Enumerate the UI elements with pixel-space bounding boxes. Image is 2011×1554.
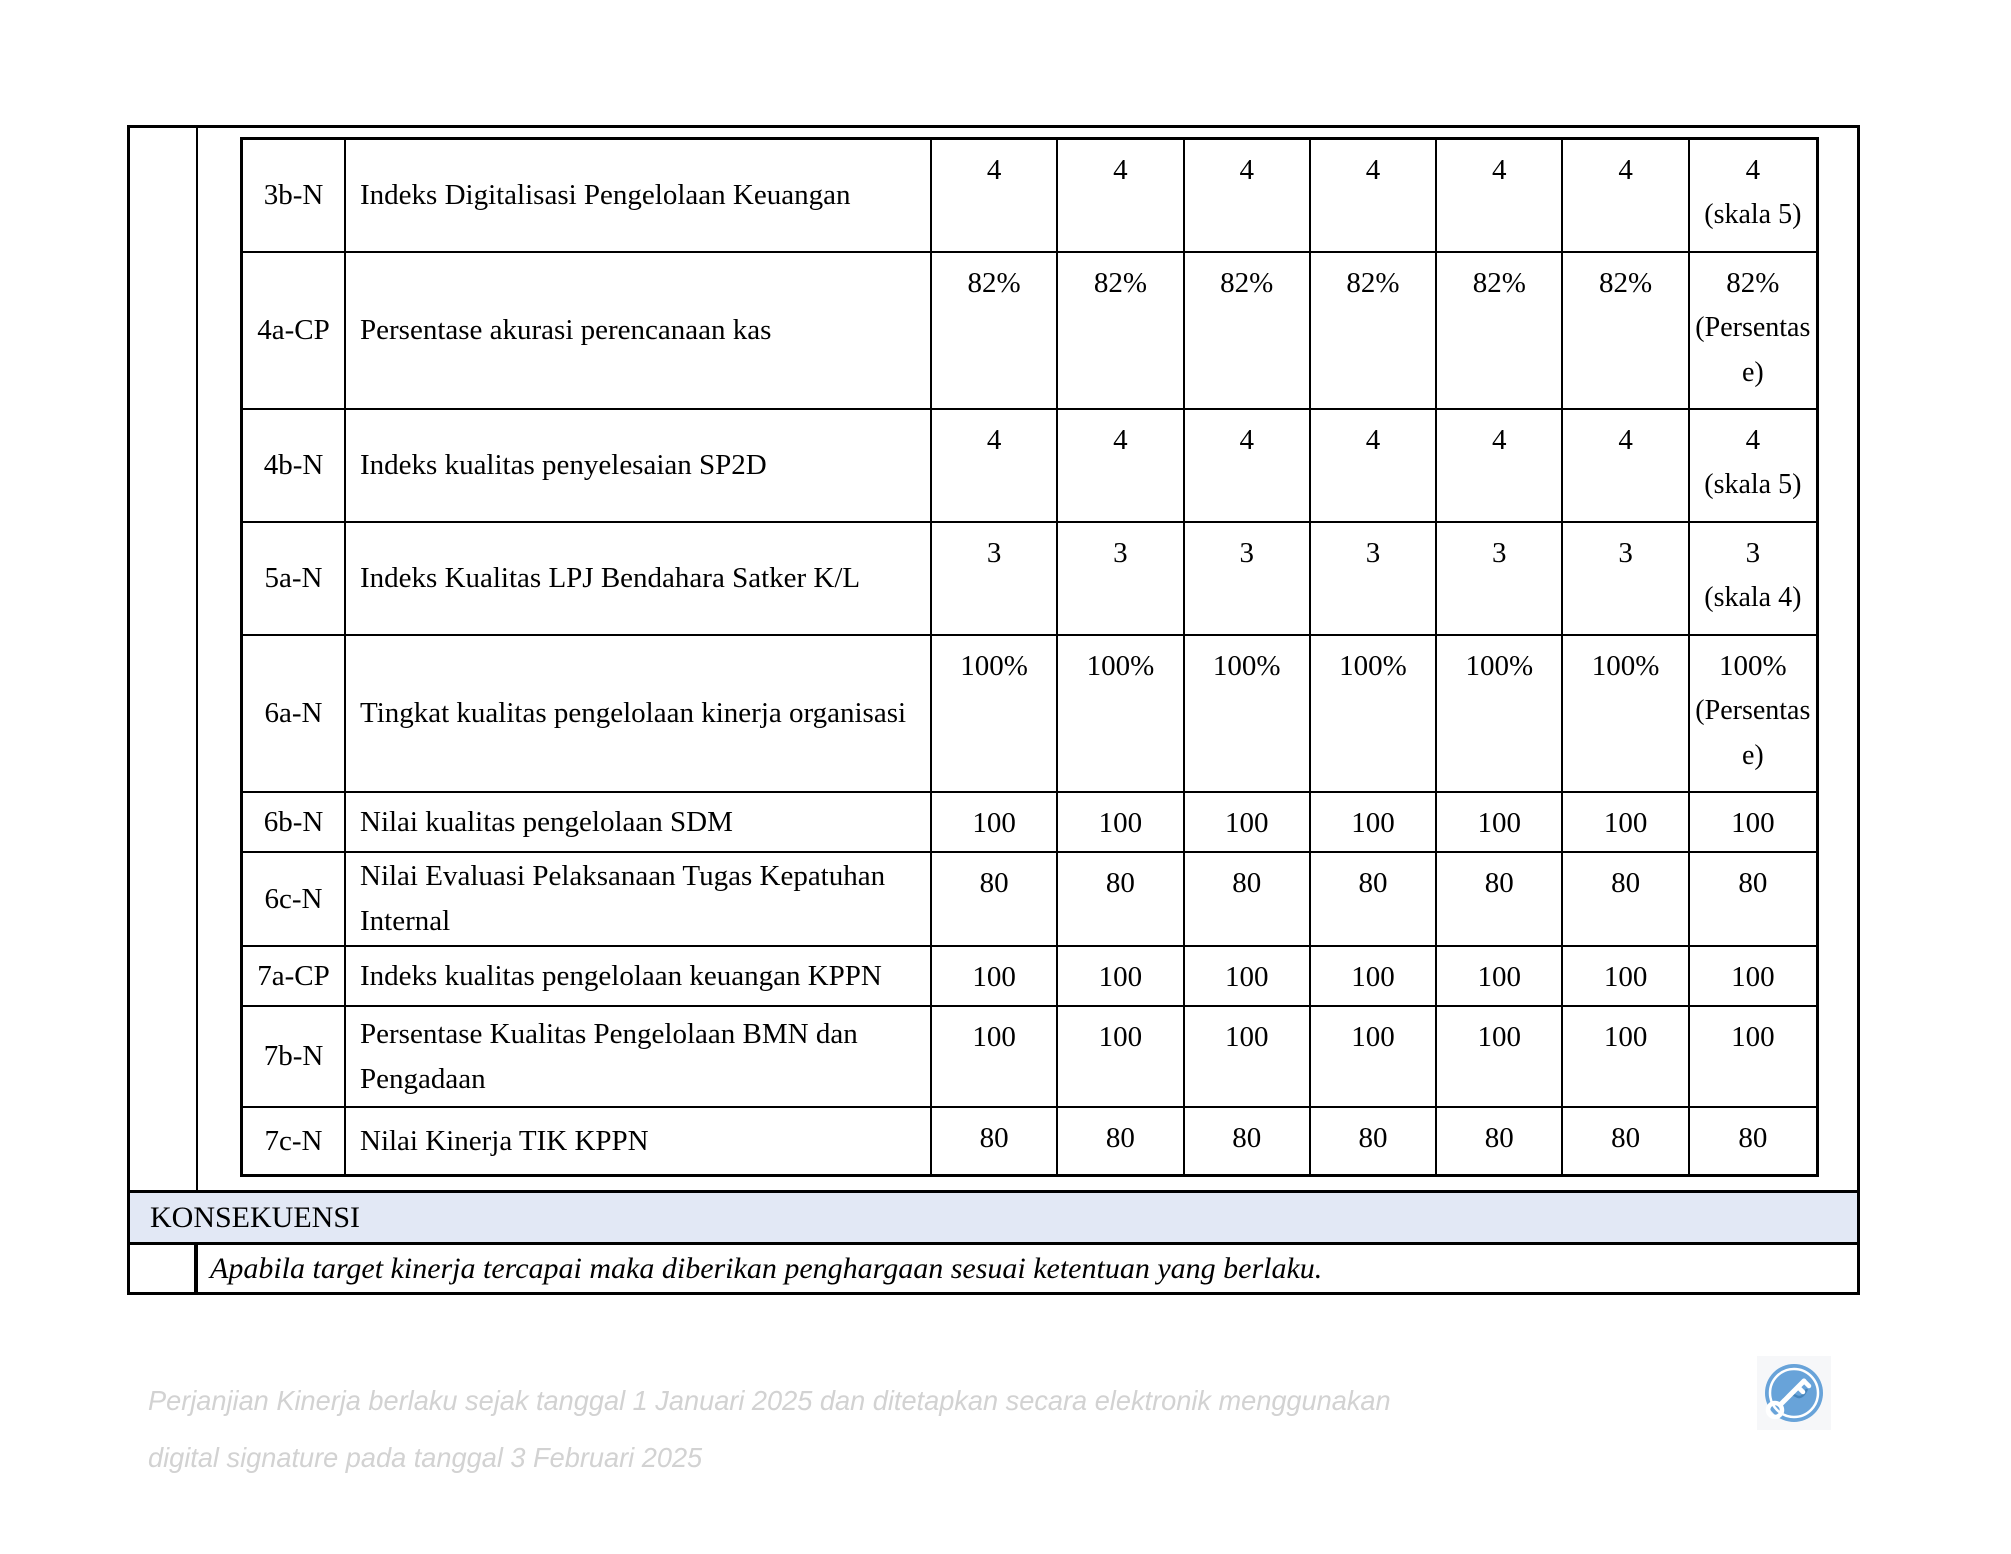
- target-value: 3: [1365, 537, 1381, 569]
- target-value: 100: [1224, 1021, 1269, 1053]
- indicator-description-cell: Indeks kualitas penyelesaian SP2D: [346, 410, 932, 523]
- target-value: 82%: [1726, 267, 1780, 299]
- indicator-target-cell: [1563, 793, 1689, 853]
- target-value: 80: [979, 867, 1009, 899]
- indicator-target-cell: [1311, 523, 1437, 636]
- indicator-target-cell: [1311, 636, 1437, 793]
- indicator-target-cell: [1437, 140, 1563, 253]
- target-value: 4: [1365, 154, 1381, 186]
- target-value: 100%: [1339, 650, 1407, 682]
- indicator-target-cell: [1690, 636, 1816, 793]
- indicator-target-cell: [1690, 1007, 1816, 1108]
- indicator-target-cell: [1058, 1108, 1184, 1174]
- target-value: 100: [1731, 807, 1775, 839]
- target-unit: (Persentase): [1695, 312, 1811, 389]
- target-value: 4: [1745, 424, 1761, 456]
- indicator-target-cell: [1690, 140, 1816, 253]
- indicator-target-cell: [1058, 140, 1184, 253]
- target-value: 80: [1484, 867, 1514, 899]
- target-value: 80: [1611, 867, 1641, 899]
- indicator-target-cell: [932, 1108, 1058, 1174]
- indicator-target-cell: [1185, 140, 1311, 253]
- target-value: 80: [979, 1122, 1009, 1154]
- indicator-target-cell: [1311, 1007, 1437, 1108]
- indicator-target-cell: [1690, 523, 1816, 636]
- indicator-target-cell: [1437, 853, 1563, 947]
- target-value: 100: [972, 1021, 1016, 1053]
- target-value: 80: [1358, 1122, 1388, 1154]
- target-value: 4: [1492, 154, 1507, 186]
- target-value: 4: [986, 424, 1002, 456]
- indicator-description-cell: Tingkat kualitas pengelolaan kinerja organisasi: [346, 636, 932, 793]
- target-value: 80: [1232, 867, 1262, 899]
- target-value: 100: [1731, 961, 1775, 993]
- target-value: 4: [1365, 424, 1381, 456]
- indicator-target-cell: [1311, 947, 1437, 1007]
- target-value: 100%: [1719, 650, 1787, 682]
- indicator-target-cell: [1437, 793, 1563, 853]
- indicator-target-cell: [1437, 947, 1563, 1007]
- target-value: 100%: [1465, 650, 1534, 682]
- indicator-target-cell: [1058, 523, 1184, 636]
- indicator-code-cell: 7b-N: [243, 1007, 346, 1108]
- indicator-code-cell: 6b-N: [243, 793, 346, 853]
- indicator-target-cell: [1690, 853, 1816, 947]
- target-value: 80: [1611, 1122, 1641, 1154]
- target-value: 100: [1603, 1021, 1648, 1053]
- indicator-code-cell: 3b-N: [243, 140, 346, 253]
- signature-note-line-2: digital signature pada tanggal 3 Februari 2025: [148, 1442, 703, 1473]
- indicator-target-cell: [1563, 1108, 1689, 1174]
- indicator-target-cell: [1185, 1007, 1311, 1108]
- indicator-target-cell: [1311, 140, 1437, 253]
- target-value: 100: [1731, 1021, 1775, 1053]
- indicator-target-cell: [1058, 410, 1184, 523]
- target-value: 100%: [1086, 650, 1155, 682]
- target-value: 100: [1224, 807, 1269, 839]
- indicator-target-cell: [1311, 1108, 1437, 1174]
- indicator-target-cell: [932, 140, 1058, 253]
- indicator-target-cell: [1185, 793, 1311, 853]
- indicator-target-cell: [1311, 853, 1437, 947]
- indicator-target-cell: [1058, 253, 1184, 410]
- target-value: 80: [1105, 867, 1135, 899]
- target-value: 100: [972, 961, 1016, 993]
- left-column-divider: [196, 128, 198, 1292]
- indicator-target-cell: [932, 853, 1058, 947]
- target-unit: (skala 5): [1704, 469, 1802, 501]
- digital-signature-stamp: [1757, 1356, 1831, 1430]
- target-value: 80: [1232, 1122, 1262, 1154]
- indicator-target-cell: [932, 793, 1058, 853]
- indicator-description-cell: Nilai Kinerja TIK KPPN: [346, 1108, 932, 1174]
- target-value: 4: [986, 154, 1002, 186]
- indicator-target-cell: [1058, 947, 1184, 1007]
- indicator-target-cell: [1058, 793, 1184, 853]
- key-icon: [1762, 1361, 1826, 1425]
- indicator-target-cell: [1563, 140, 1689, 253]
- target-value: 82%: [1220, 267, 1274, 299]
- target-value: 4: [1113, 424, 1128, 456]
- target-value: 4: [1618, 154, 1633, 186]
- target-unit: (skala 4): [1704, 582, 1802, 614]
- target-value: 82%: [967, 267, 1021, 299]
- target-value: 100%: [1212, 650, 1281, 682]
- target-value: 100: [1477, 807, 1522, 839]
- indicator-target-cell: [1185, 636, 1311, 793]
- indicator-description-cell: Nilai kualitas pengelolaan SDM: [346, 793, 932, 853]
- target-unit: (skala 5): [1704, 199, 1802, 231]
- indicator-target-cell: [1311, 253, 1437, 410]
- performance-agreement-table: [127, 125, 1860, 1295]
- indicator-target-cell: [1690, 253, 1816, 410]
- indicator-targets-table: [240, 137, 1819, 1177]
- target-value: 4: [1113, 154, 1128, 186]
- indicator-target-cell: [1563, 947, 1689, 1007]
- indicator-target-cell: [1563, 853, 1689, 947]
- indicator-code-cell: 6a-N: [243, 636, 346, 793]
- indicator-target-cell: [1058, 853, 1184, 947]
- target-value: 100: [1603, 807, 1648, 839]
- target-value: 80: [1738, 867, 1768, 899]
- indicator-target-cell: [1311, 793, 1437, 853]
- consequence-row: [130, 1245, 1857, 1292]
- signature-note-line-1: Perjanjian Kinerja berlaku sejak tanggal 1 Januari 2025 dan ditetapkan secara elektronik menggunakan: [148, 1385, 1391, 1416]
- target-value: 100%: [960, 650, 1028, 682]
- indicator-target-cell: [932, 636, 1058, 793]
- indicator-description-cell: Persentase akurasi perencanaan kas: [346, 253, 932, 410]
- indicator-code-cell: 4a-CP: [243, 253, 346, 410]
- indicator-target-cell: [1437, 523, 1563, 636]
- indicator-target-cell: [1185, 410, 1311, 523]
- target-value: 3: [1492, 537, 1507, 569]
- indicator-description-cell: Nilai Evaluasi Pelaksanaan Tugas Kepatuhan Internal: [346, 853, 932, 947]
- indicator-target-cell: [1563, 523, 1689, 636]
- target-value: 82%: [1093, 267, 1147, 299]
- indicator-target-cell: [932, 253, 1058, 410]
- target-value: 4: [1618, 424, 1633, 456]
- indicator-code-cell: 4b-N: [243, 410, 346, 523]
- indicator-description-cell: Indeks Kualitas LPJ Bendahara Satker K/L: [346, 523, 932, 636]
- target-value: 82%: [1472, 267, 1526, 299]
- target-value: 100: [1098, 807, 1143, 839]
- target-value: 80: [1358, 867, 1388, 899]
- indicator-target-cell: [1690, 793, 1816, 853]
- consequence-text: Apabila target kinerja tercapai maka diberikan penghargaan sesuai ketentuan yang berlaku.: [210, 1251, 1323, 1285]
- indicator-target-cell: [1437, 410, 1563, 523]
- indicator-code-cell: 6c-N: [243, 853, 346, 947]
- target-value: 100: [1603, 961, 1648, 993]
- indicator-target-cell: [1437, 1007, 1563, 1108]
- indicator-target-cell: [1437, 1108, 1563, 1174]
- indicator-target-cell: [1311, 410, 1437, 523]
- indicator-target-cell: [1563, 410, 1689, 523]
- target-value: 4: [1239, 154, 1254, 186]
- indicator-target-cell: [1185, 1108, 1311, 1174]
- indicator-description-cell: Indeks kualitas pengelolaan keuangan KPPN: [346, 947, 932, 1007]
- indicator-target-cell: [1185, 853, 1311, 947]
- indicator-target-cell: [1437, 253, 1563, 410]
- indicator-target-cell: [932, 1007, 1058, 1108]
- indicator-target-cell: [1690, 947, 1816, 1007]
- indicator-target-cell: [932, 947, 1058, 1007]
- target-value: 100: [1477, 1021, 1522, 1053]
- target-value: 3: [1618, 537, 1633, 569]
- indicator-target-cell: [1058, 1007, 1184, 1108]
- indicator-target-cell: [1185, 947, 1311, 1007]
- indicator-target-cell: [932, 523, 1058, 636]
- indicator-target-cell: [1185, 523, 1311, 636]
- target-value: 4: [1492, 424, 1507, 456]
- target-value: 80: [1105, 1122, 1135, 1154]
- target-value: 80: [1738, 1122, 1768, 1154]
- target-value: 3: [1239, 537, 1254, 569]
- target-value: 100: [1351, 807, 1395, 839]
- indicator-code-cell: 5a-N: [243, 523, 346, 636]
- target-value: 100: [972, 807, 1016, 839]
- indicator-code-cell: 7a-CP: [243, 947, 346, 1007]
- target-value: 3: [1745, 537, 1761, 569]
- digital-signature-note: [148, 1372, 1391, 1486]
- indicator-target-cell: [1563, 253, 1689, 410]
- target-value: 4: [1239, 424, 1254, 456]
- target-value: 100%: [1591, 650, 1660, 682]
- konsekuensi-header-row: [130, 1190, 1857, 1245]
- indicator-target-cell: [1690, 1108, 1816, 1174]
- indicator-code-cell: 7c-N: [243, 1108, 346, 1174]
- indicator-description-cell: Persentase Kualitas Pengelolaan BMN dan Pengadaan: [346, 1007, 932, 1108]
- indicator-description-cell: Indeks Digitalisasi Pengelolaan Keuangan: [346, 140, 932, 253]
- target-value: 100: [1224, 961, 1269, 993]
- indicator-target-cell: [1690, 410, 1816, 523]
- indicator-target-cell: [932, 410, 1058, 523]
- indicator-target-cell: [1563, 636, 1689, 793]
- target-value: 100: [1351, 1021, 1395, 1053]
- consequence-empty-cell: [130, 1245, 196, 1292]
- target-value: 100: [1098, 961, 1143, 993]
- target-value: 100: [1477, 961, 1522, 993]
- indicator-target-cell: [1563, 1007, 1689, 1108]
- target-value: 82%: [1346, 267, 1400, 299]
- indicator-target-cell: [1437, 636, 1563, 793]
- target-value: 80: [1484, 1122, 1514, 1154]
- konsekuensi-label: KONSEKUENSI: [150, 1200, 360, 1234]
- indicator-target-cell: [1058, 636, 1184, 793]
- target-value: 82%: [1598, 267, 1653, 299]
- target-value: 3: [986, 537, 1002, 569]
- indicator-target-cell: [1185, 253, 1311, 410]
- target-value: 100: [1351, 961, 1395, 993]
- target-value: 3: [1113, 537, 1128, 569]
- target-unit: (Persentase): [1695, 695, 1811, 772]
- target-value: 100: [1098, 1021, 1143, 1053]
- target-value: 4: [1745, 154, 1761, 186]
